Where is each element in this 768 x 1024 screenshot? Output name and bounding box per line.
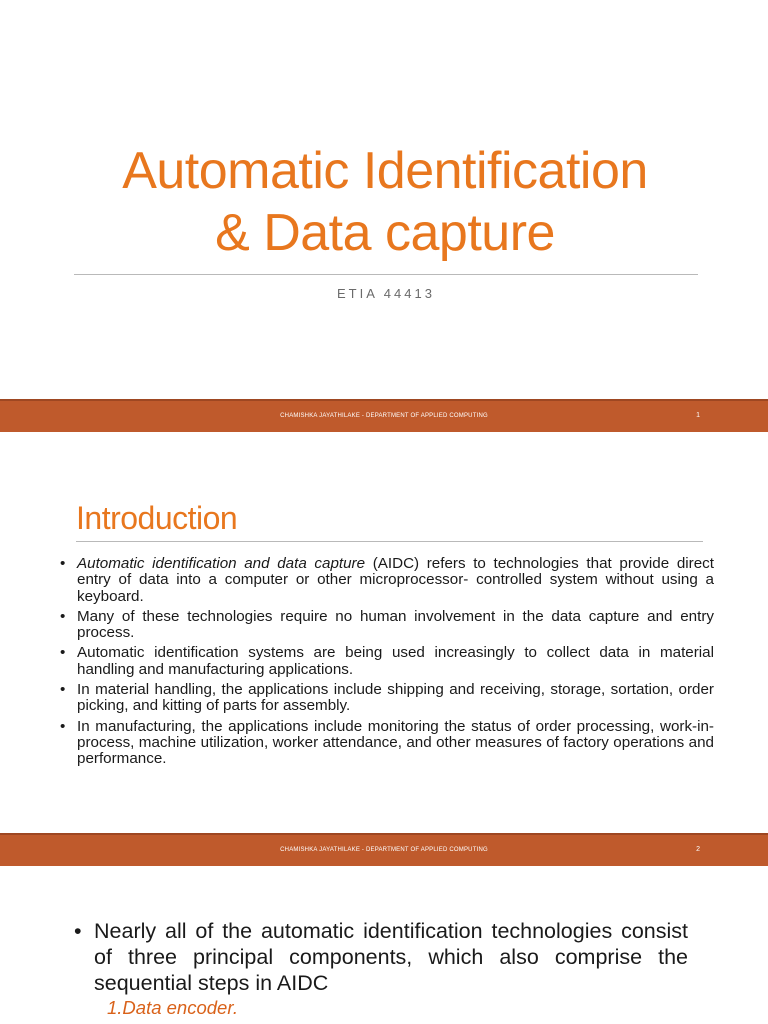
list-item	[60, 719, 714, 768]
page-number: 2	[696, 846, 700, 853]
list-item-text: In material handling, the applications include shipping and receiving, storage, sortation, order picking, and kitting of parts for assembly.	[77, 681, 714, 715]
slide-footer-2	[0, 833, 768, 866]
footer-author: CHAMISHKA JAYATHILAKE - DEPARTMENT OF APPLIED COMPUTING	[280, 847, 488, 853]
bullet-marker: •	[60, 555, 66, 572]
list-item	[60, 645, 714, 678]
slide-title-line-2: & Data capture	[215, 204, 555, 262]
bullet-marker: •	[60, 607, 66, 625]
course-code: ETIA 44413	[337, 286, 435, 301]
list-item	[60, 682, 714, 715]
page-number: 1	[696, 412, 700, 419]
slide-title-line-1: Automatic Identification	[122, 142, 648, 200]
slide-1	[0, 0, 768, 432]
italic-term: Automatic identification and data capture	[77, 555, 366, 572]
list-item-text: Many of these technologies require no human involvement in the data capture and entry process.	[77, 607, 714, 642]
slide-heading: Introduction	[76, 500, 238, 536]
list-item	[60, 609, 714, 642]
slide-footer-1	[0, 399, 768, 432]
bullet-marker: •	[60, 717, 66, 735]
slide-title	[70, 140, 700, 264]
main-bullet	[74, 918, 688, 996]
main-bullet-text: Nearly all of the automatic identification technologies consist of three principal components, which also comprise the sequential steps in AIDC	[94, 919, 688, 995]
list-item-text: (AIDC) refers to technologies that provide direct entry of data into a computer or other microprocessor- controlled system without using a keyboard.	[77, 555, 714, 605]
bullet-marker: •	[60, 681, 66, 699]
footer-author: CHAMISHKA JAYATHILAKE - DEPARTMENT OF APPLIED COMPUTING	[280, 413, 488, 419]
list-item-text: In manufacturing, the applications include monitoring the status of order processing, work-in-process, machine utilization, worker attendance, and other measures of factory operations and performance.	[77, 717, 714, 768]
bullet-marker: •	[74, 919, 82, 943]
list-item-text: Automatic identification systems are being used increasingly to collect data in material handling and manufacturing applications.	[77, 644, 714, 678]
bullet-list	[60, 556, 714, 772]
numbered-sub-item: 1.Data encoder.	[107, 997, 238, 1018]
list-item	[60, 556, 714, 605]
title-divider	[74, 274, 698, 275]
bullet-marker: •	[60, 644, 66, 662]
heading-divider	[76, 541, 703, 542]
